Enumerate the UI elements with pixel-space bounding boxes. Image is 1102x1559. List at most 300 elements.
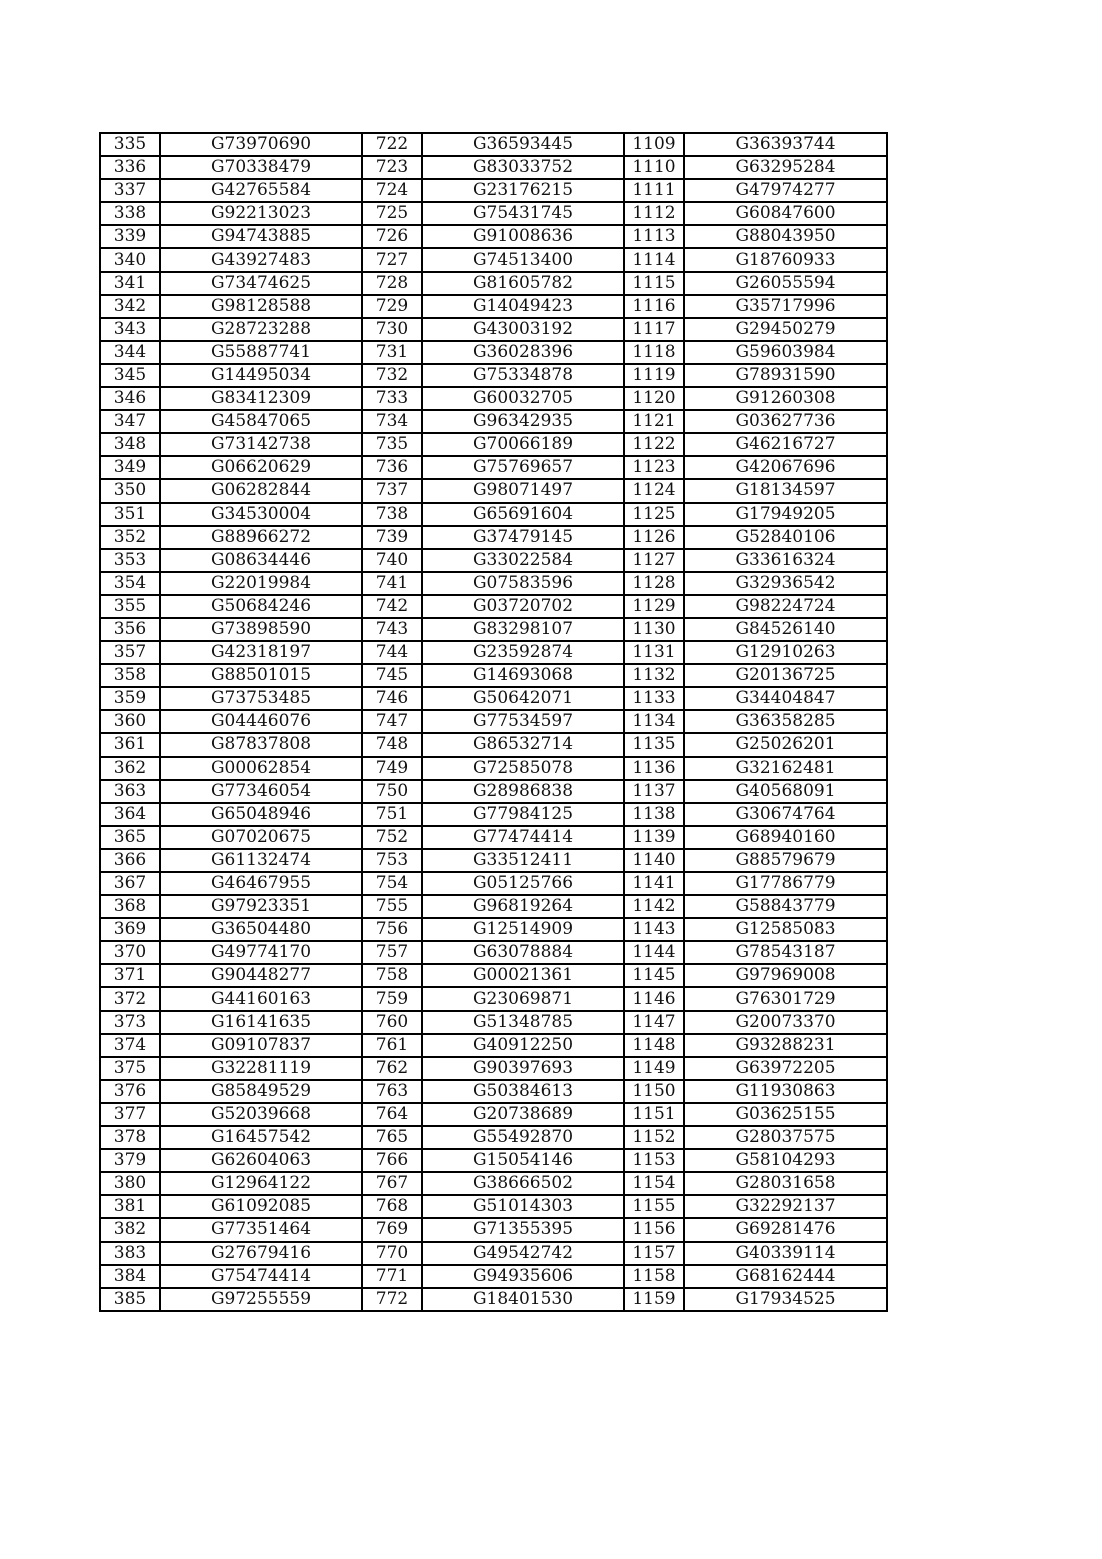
seq-number-cell: 372 [100, 987, 160, 1010]
id-code-cell: G25026201 [684, 733, 887, 756]
id-code-cell: G46467955 [160, 872, 362, 895]
seq-number-cell: 727 [362, 248, 422, 271]
seq-number-cell: 1149 [624, 1057, 684, 1080]
id-code-cell: G63295284 [684, 156, 887, 179]
seq-number-cell: 1145 [624, 964, 684, 987]
seq-number-cell: 733 [362, 387, 422, 410]
id-code-cell: G20136725 [684, 664, 887, 687]
seq-number-cell: 357 [100, 641, 160, 664]
id-code-cell: G44160163 [160, 987, 362, 1010]
seq-number-cell: 360 [100, 710, 160, 733]
id-code-cell: G73142738 [160, 433, 362, 456]
id-code-cell: G60847600 [684, 202, 887, 225]
id-code-cell: G03625155 [684, 1103, 887, 1126]
id-code-cell: G16141635 [160, 1011, 362, 1034]
id-code-cell: G36504480 [160, 918, 362, 941]
seq-number-cell: 1131 [624, 641, 684, 664]
seq-number-cell: 363 [100, 780, 160, 803]
seq-number-cell: 738 [362, 503, 422, 526]
id-code-cell: G98224724 [684, 595, 887, 618]
id-code-cell: G83033752 [422, 156, 624, 179]
id-code-cell: G98128588 [160, 295, 362, 318]
id-code-cell: G87837808 [160, 733, 362, 756]
table-row [100, 1103, 887, 1126]
seq-number-cell: 336 [100, 156, 160, 179]
seq-number-cell: 1124 [624, 479, 684, 502]
id-code-cell: G68162444 [684, 1265, 887, 1288]
seq-number-cell: 734 [362, 410, 422, 433]
seq-number-cell: 1152 [624, 1126, 684, 1149]
seq-number-cell: 377 [100, 1103, 160, 1126]
id-code-cell: G77346054 [160, 780, 362, 803]
id-code-cell: G50684246 [160, 595, 362, 618]
id-code-cell: G93288231 [684, 1034, 887, 1057]
table-row [100, 526, 887, 549]
id-code-cell: G17934525 [684, 1288, 887, 1311]
seq-number-cell: 1159 [624, 1288, 684, 1311]
id-code-cell: G40912250 [422, 1034, 624, 1057]
table-row [100, 272, 887, 295]
seq-number-cell: 765 [362, 1126, 422, 1149]
id-code-cell: G61132474 [160, 849, 362, 872]
id-code-cell: G88579679 [684, 849, 887, 872]
seq-number-cell: 375 [100, 1057, 160, 1080]
id-code-cell: G06282844 [160, 479, 362, 502]
table-row [100, 1034, 887, 1057]
seq-number-cell: 376 [100, 1080, 160, 1103]
id-code-cell: G61092085 [160, 1195, 362, 1218]
seq-number-cell: 1155 [624, 1195, 684, 1218]
seq-number-cell: 751 [362, 803, 422, 826]
id-code-cell: G45847065 [160, 410, 362, 433]
id-code-cell: G18401530 [422, 1288, 624, 1311]
seq-number-cell: 362 [100, 757, 160, 780]
id-code-cell: G33022584 [422, 549, 624, 572]
id-code-cell: G09107837 [160, 1034, 362, 1057]
id-code-cell: G68940160 [684, 826, 887, 849]
table-row [100, 318, 887, 341]
id-code-cell: G34530004 [160, 503, 362, 526]
table-body [100, 133, 887, 1311]
id-code-cell: G85849529 [160, 1080, 362, 1103]
seq-number-cell: 368 [100, 895, 160, 918]
id-code-cell: G91260308 [684, 387, 887, 410]
id-code-cell: G49542742 [422, 1242, 624, 1265]
seq-number-cell: 739 [362, 526, 422, 549]
seq-number-cell: 772 [362, 1288, 422, 1311]
seq-number-cell: 365 [100, 826, 160, 849]
seq-number-cell: 1146 [624, 987, 684, 1010]
id-code-cell: G65048946 [160, 803, 362, 826]
seq-number-cell: 361 [100, 733, 160, 756]
seq-number-cell: 742 [362, 595, 422, 618]
seq-number-cell: 355 [100, 595, 160, 618]
id-code-cell: G97923351 [160, 895, 362, 918]
id-code-cell: G00062854 [160, 757, 362, 780]
table-row [100, 733, 887, 756]
seq-number-cell: 748 [362, 733, 422, 756]
id-code-cell: G33512411 [422, 849, 624, 872]
table-row [100, 872, 887, 895]
seq-number-cell: 732 [362, 364, 422, 387]
table-row [100, 780, 887, 803]
table-row [100, 826, 887, 849]
seq-number-cell: 1135 [624, 733, 684, 756]
seq-number-cell: 381 [100, 1195, 160, 1218]
id-code-cell: G76301729 [684, 987, 887, 1010]
seq-number-cell: 1150 [624, 1080, 684, 1103]
seq-number-cell: 367 [100, 872, 160, 895]
id-code-cell: G78931590 [684, 364, 887, 387]
seq-number-cell: 747 [362, 710, 422, 733]
seq-number-cell: 1125 [624, 503, 684, 526]
table-row [100, 618, 887, 641]
seq-number-cell: 1138 [624, 803, 684, 826]
table-row [100, 1265, 887, 1288]
table-row [100, 179, 887, 202]
seq-number-cell: 337 [100, 179, 160, 202]
seq-number-cell: 1148 [624, 1034, 684, 1057]
table-row [100, 710, 887, 733]
seq-number-cell: 1143 [624, 918, 684, 941]
id-code-cell: G05125766 [422, 872, 624, 895]
id-code-cell: G70066189 [422, 433, 624, 456]
id-code-cell: G08634446 [160, 549, 362, 572]
id-code-cell: G14495034 [160, 364, 362, 387]
id-code-cell: G43003192 [422, 318, 624, 341]
id-code-cell: G28986838 [422, 780, 624, 803]
table-row [100, 641, 887, 664]
table-row [100, 364, 887, 387]
table-row [100, 1126, 887, 1149]
seq-number-cell: 338 [100, 202, 160, 225]
table-row [100, 456, 887, 479]
seq-number-cell: 347 [100, 410, 160, 433]
seq-number-cell: 335 [100, 133, 160, 156]
id-code-cell: G20073370 [684, 1011, 887, 1034]
id-code-cell: G12585083 [684, 918, 887, 941]
table-row [100, 295, 887, 318]
id-code-cell: G17786779 [684, 872, 887, 895]
seq-number-cell: 744 [362, 641, 422, 664]
seq-number-cell: 1154 [624, 1172, 684, 1195]
id-code-cell: G77534597 [422, 710, 624, 733]
table-row [100, 341, 887, 364]
seq-number-cell: 343 [100, 318, 160, 341]
seq-number-cell: 1123 [624, 456, 684, 479]
id-code-cell: G23176215 [422, 179, 624, 202]
id-code-cell: G91008636 [422, 225, 624, 248]
id-code-cell: G23592874 [422, 641, 624, 664]
seq-number-cell: 722 [362, 133, 422, 156]
seq-number-cell: 729 [362, 295, 422, 318]
seq-number-cell: 763 [362, 1080, 422, 1103]
id-code-cell: G15054146 [422, 1149, 624, 1172]
seq-number-cell: 359 [100, 687, 160, 710]
seq-number-cell: 378 [100, 1126, 160, 1149]
table-row [100, 1057, 887, 1080]
seq-number-cell: 379 [100, 1149, 160, 1172]
seq-number-cell: 340 [100, 248, 160, 271]
seq-number-cell: 735 [362, 433, 422, 456]
id-code-cell: G97969008 [684, 964, 887, 987]
id-code-cell: G98071497 [422, 479, 624, 502]
table-row [100, 803, 887, 826]
table-row [100, 895, 887, 918]
seq-number-cell: 1147 [624, 1011, 684, 1034]
id-code-cell: G06620629 [160, 456, 362, 479]
id-code-cell: G30674764 [684, 803, 887, 826]
seq-number-cell: 724 [362, 179, 422, 202]
seq-number-cell: 356 [100, 618, 160, 641]
seq-number-cell: 342 [100, 295, 160, 318]
seq-number-cell: 761 [362, 1034, 422, 1057]
id-code-cell: G42067696 [684, 456, 887, 479]
id-code-cell: G28031658 [684, 1172, 887, 1195]
table-row [100, 595, 887, 618]
id-code-cell: G28723288 [160, 318, 362, 341]
id-code-cell: G94935606 [422, 1265, 624, 1288]
seq-number-cell: 353 [100, 549, 160, 572]
seq-number-cell: 1113 [624, 225, 684, 248]
id-code-cell: G14049423 [422, 295, 624, 318]
id-code-cell: G43927483 [160, 248, 362, 271]
table-row [100, 156, 887, 179]
id-code-cell: G90397693 [422, 1057, 624, 1080]
id-code-cell: G03627736 [684, 410, 887, 433]
seq-number-cell: 726 [362, 225, 422, 248]
seq-number-cell: 757 [362, 941, 422, 964]
id-code-cell: G37479145 [422, 526, 624, 549]
seq-number-cell: 373 [100, 1011, 160, 1034]
id-code-cell: G16457542 [160, 1126, 362, 1149]
table-row [100, 225, 887, 248]
table-row [100, 964, 887, 987]
id-code-cell: G35717996 [684, 295, 887, 318]
id-code-cell: G94743885 [160, 225, 362, 248]
id-code-cell: G12514909 [422, 918, 624, 941]
seq-number-cell: 1115 [624, 272, 684, 295]
id-code-cell: G33616324 [684, 549, 887, 572]
id-code-cell: G46216727 [684, 433, 887, 456]
id-code-cell: G47974277 [684, 179, 887, 202]
id-code-cell: G22019984 [160, 572, 362, 595]
seq-number-cell: 1127 [624, 549, 684, 572]
table-row [100, 757, 887, 780]
id-code-cell: G86532714 [422, 733, 624, 756]
id-code-cell: G96819264 [422, 895, 624, 918]
seq-number-cell: 1137 [624, 780, 684, 803]
seq-number-cell: 346 [100, 387, 160, 410]
table-row [100, 1288, 887, 1311]
id-code-cell: G75431745 [422, 202, 624, 225]
table-row [100, 1080, 887, 1103]
seq-number-cell: 746 [362, 687, 422, 710]
seq-number-cell: 1121 [624, 410, 684, 433]
seq-number-cell: 730 [362, 318, 422, 341]
seq-number-cell: 341 [100, 272, 160, 295]
id-code-cell: G73753485 [160, 687, 362, 710]
id-code-cell: G73898590 [160, 618, 362, 641]
seq-number-cell: 1117 [624, 318, 684, 341]
id-code-cell: G58104293 [684, 1149, 887, 1172]
id-code-cell: G17949205 [684, 503, 887, 526]
id-code-cell: G20738689 [422, 1103, 624, 1126]
seq-number-cell: 1142 [624, 895, 684, 918]
id-code-cell: G52840106 [684, 526, 887, 549]
seq-number-cell: 731 [362, 341, 422, 364]
seq-number-cell: 374 [100, 1034, 160, 1057]
seq-number-cell: 369 [100, 918, 160, 941]
seq-number-cell: 351 [100, 503, 160, 526]
id-code-cell: G26055594 [684, 272, 887, 295]
id-code-cell: G75474414 [160, 1265, 362, 1288]
table-row [100, 572, 887, 595]
seq-number-cell: 385 [100, 1288, 160, 1311]
id-code-cell: G77474414 [422, 826, 624, 849]
seq-number-cell: 1134 [624, 710, 684, 733]
seq-number-cell: 1128 [624, 572, 684, 595]
id-code-cell: G32281119 [160, 1057, 362, 1080]
seq-number-cell: 1158 [624, 1265, 684, 1288]
id-code-cell: G18134597 [684, 479, 887, 502]
seq-number-cell: 745 [362, 664, 422, 687]
id-code-cell: G55887741 [160, 341, 362, 364]
seq-number-cell: 349 [100, 456, 160, 479]
seq-number-cell: 753 [362, 849, 422, 872]
table-row [100, 849, 887, 872]
id-code-cell: G63972205 [684, 1057, 887, 1080]
table-row [100, 1218, 887, 1241]
seq-number-cell: 725 [362, 202, 422, 225]
id-code-cell: G28037575 [684, 1126, 887, 1149]
id-code-cell: G84526140 [684, 618, 887, 641]
seq-number-cell: 1144 [624, 941, 684, 964]
id-code-cell: G12964122 [160, 1172, 362, 1195]
seq-number-cell: 766 [362, 1149, 422, 1172]
id-code-cell: G75334878 [422, 364, 624, 387]
seq-number-cell: 750 [362, 780, 422, 803]
id-code-cell: G70338479 [160, 156, 362, 179]
id-code-cell: G27679416 [160, 1242, 362, 1265]
id-code-cell: G90448277 [160, 964, 362, 987]
seq-number-cell: 760 [362, 1011, 422, 1034]
id-code-cell: G75769657 [422, 456, 624, 479]
seq-number-cell: 736 [362, 456, 422, 479]
seq-number-cell: 737 [362, 479, 422, 502]
seq-number-cell: 741 [362, 572, 422, 595]
table-row [100, 479, 887, 502]
seq-number-cell: 1116 [624, 295, 684, 318]
id-code-cell: G18760933 [684, 248, 887, 271]
seq-number-cell: 1111 [624, 179, 684, 202]
seq-number-cell: 740 [362, 549, 422, 572]
seq-number-cell: 754 [362, 872, 422, 895]
seq-number-cell: 768 [362, 1195, 422, 1218]
id-code-cell: G92213023 [160, 202, 362, 225]
id-code-cell: G36358285 [684, 710, 887, 733]
seq-number-cell: 1129 [624, 595, 684, 618]
seq-number-cell: 366 [100, 849, 160, 872]
seq-number-cell: 1140 [624, 849, 684, 872]
seq-number-cell: 383 [100, 1242, 160, 1265]
table-row [100, 410, 887, 433]
seq-number-cell: 749 [362, 757, 422, 780]
id-code-cell: G50384613 [422, 1080, 624, 1103]
id-code-cell: G04446076 [160, 710, 362, 733]
seq-number-cell: 723 [362, 156, 422, 179]
seq-number-cell: 1156 [624, 1218, 684, 1241]
id-code-cell: G51014303 [422, 1195, 624, 1218]
seq-number-cell: 764 [362, 1103, 422, 1126]
id-code-cell: G96342935 [422, 410, 624, 433]
seq-number-cell: 1120 [624, 387, 684, 410]
seq-number-cell: 339 [100, 225, 160, 248]
seq-number-cell: 1141 [624, 872, 684, 895]
id-code-cell: G77984125 [422, 803, 624, 826]
table-row [100, 133, 887, 156]
id-code-cell: G07020675 [160, 826, 362, 849]
seq-number-cell: 371 [100, 964, 160, 987]
id-code-cell: G71355395 [422, 1218, 624, 1241]
table-row [100, 387, 887, 410]
seq-number-cell: 1126 [624, 526, 684, 549]
id-code-cell: G32936542 [684, 572, 887, 595]
id-code-cell: G83298107 [422, 618, 624, 641]
table-row [100, 1242, 887, 1265]
seq-number-cell: 1132 [624, 664, 684, 687]
seq-number-cell: 1112 [624, 202, 684, 225]
seq-number-cell: 1109 [624, 133, 684, 156]
id-code-cell: G40568091 [684, 780, 887, 803]
id-code-cell: G73474625 [160, 272, 362, 295]
seq-number-cell: 758 [362, 964, 422, 987]
table-row [100, 941, 887, 964]
table-row [100, 1172, 887, 1195]
id-code-cell: G65691604 [422, 503, 624, 526]
seq-number-cell: 759 [362, 987, 422, 1010]
id-number-table [99, 132, 888, 1312]
seq-number-cell: 1153 [624, 1149, 684, 1172]
id-code-cell: G62604063 [160, 1149, 362, 1172]
seq-number-cell: 756 [362, 918, 422, 941]
table-row [100, 1011, 887, 1034]
id-code-cell: G49774170 [160, 941, 362, 964]
id-code-cell: G42765584 [160, 179, 362, 202]
id-code-cell: G97255559 [160, 1288, 362, 1311]
table-row [100, 248, 887, 271]
seq-number-cell: 1110 [624, 156, 684, 179]
table-row [100, 987, 887, 1010]
seq-number-cell: 1139 [624, 826, 684, 849]
id-code-cell: G29450279 [684, 318, 887, 341]
id-code-cell: G40339114 [684, 1242, 887, 1265]
id-code-cell: G88043950 [684, 225, 887, 248]
seq-number-cell: 344 [100, 341, 160, 364]
seq-number-cell: 743 [362, 618, 422, 641]
seq-number-cell: 767 [362, 1172, 422, 1195]
table-row [100, 1149, 887, 1172]
id-code-cell: G77351464 [160, 1218, 362, 1241]
id-code-cell: G34404847 [684, 687, 887, 710]
seq-number-cell: 352 [100, 526, 160, 549]
id-code-cell: G58843779 [684, 895, 887, 918]
id-code-cell: G81605782 [422, 272, 624, 295]
id-code-cell: G23069871 [422, 987, 624, 1010]
seq-number-cell: 354 [100, 572, 160, 595]
table-row [100, 433, 887, 456]
id-code-cell: G42318197 [160, 641, 362, 664]
